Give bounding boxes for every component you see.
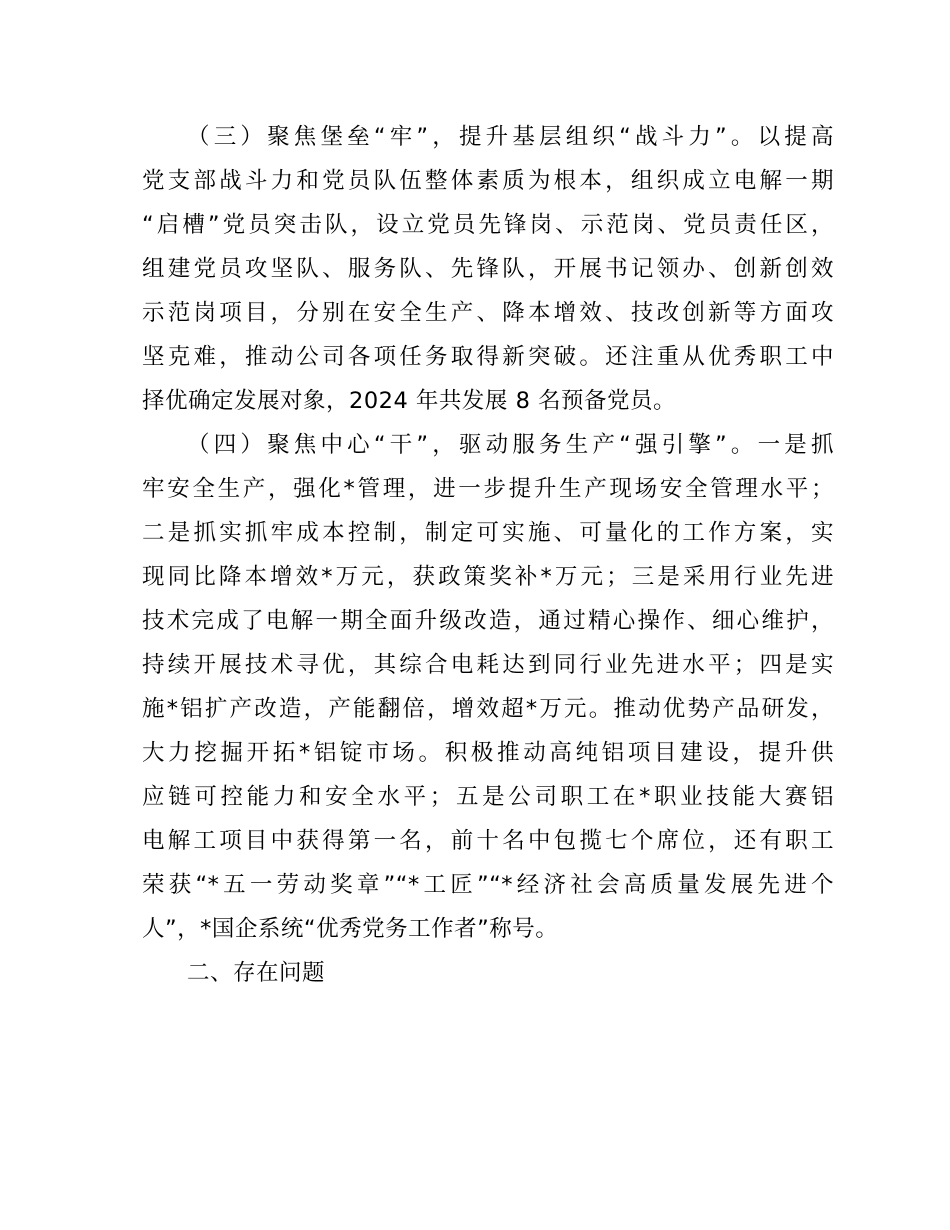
paragraph-line: 组建党员攻坚队、服务队、先锋队，开展书记领办、创新创效 (142, 256, 834, 282)
paragraph-line: 荣获“*五一劳动奖章”“*工匠”“*经济社会高质量发展先进个 (142, 872, 834, 898)
document-body (142, 115, 834, 995)
paragraph-4 (142, 423, 834, 951)
paragraph-line: 现同比降本增效*万元，获政策奖补*万元；三是采用行业先进 (142, 564, 834, 590)
paragraph-line: 施*铝扩产改造，产能翻倍，增效超*万元。推动优势产品研发， (142, 696, 834, 722)
paragraph-line: 电解工项目中获得第一名，前十名中包揽七个席位，还有职工 (142, 828, 834, 854)
paragraph-line: 应链可控能力和安全水平；五是公司职工在*职业技能大赛铝 (142, 784, 834, 810)
paragraph-3 (142, 115, 834, 423)
paragraph-line: （三）聚焦堡垒“牢”，提升基层组织“战斗力”。以提高 (187, 124, 834, 150)
paragraph-line: 大力挖掘开拓*铝锭市场。积极推动高纯铝项目建设，提升供 (142, 740, 834, 766)
paragraph-line: 示范岗项目，分别在安全生产、降本增效、技改创新等方面攻 (142, 300, 834, 326)
paragraph-line: （四）聚焦中心“干”，驱动服务生产“强引擎”。一是抓 (187, 432, 834, 458)
paragraph-line: “启槽”党员突击队，设立党员先锋岗、示范岗、党员责任区， (142, 212, 834, 238)
paragraph-line: 持续开展技术寻优，其综合电耗达到同行业先进水平；四是实 (142, 652, 834, 678)
paragraph-line: 牢安全生产，强化*管理，进一步提升生产现场安全管理水平； (142, 476, 834, 502)
paragraph-line: 技术完成了电解一期全面升级改造，通过精心操作、细心维护， (142, 608, 834, 634)
paragraph-line: 坚克难，推动公司各项任务取得新突破。还注重从优秀职工中 (142, 344, 834, 370)
paragraph-line: 择优确定发展对象，2024 年共发展 8 名预备党员。 (142, 388, 677, 414)
paragraph-line: 二是抓实抓牢成本控制，制定可实施、可量化的工作方案，实 (142, 520, 834, 546)
section-heading: 二、存在问题 (187, 960, 326, 986)
paragraph-line: 人”，*国企系统“优秀党务工作者”称号。 (142, 916, 559, 942)
paragraph-line: 党支部战斗力和党员队伍整体素质为根本，组织成立电解一期 (142, 168, 834, 194)
